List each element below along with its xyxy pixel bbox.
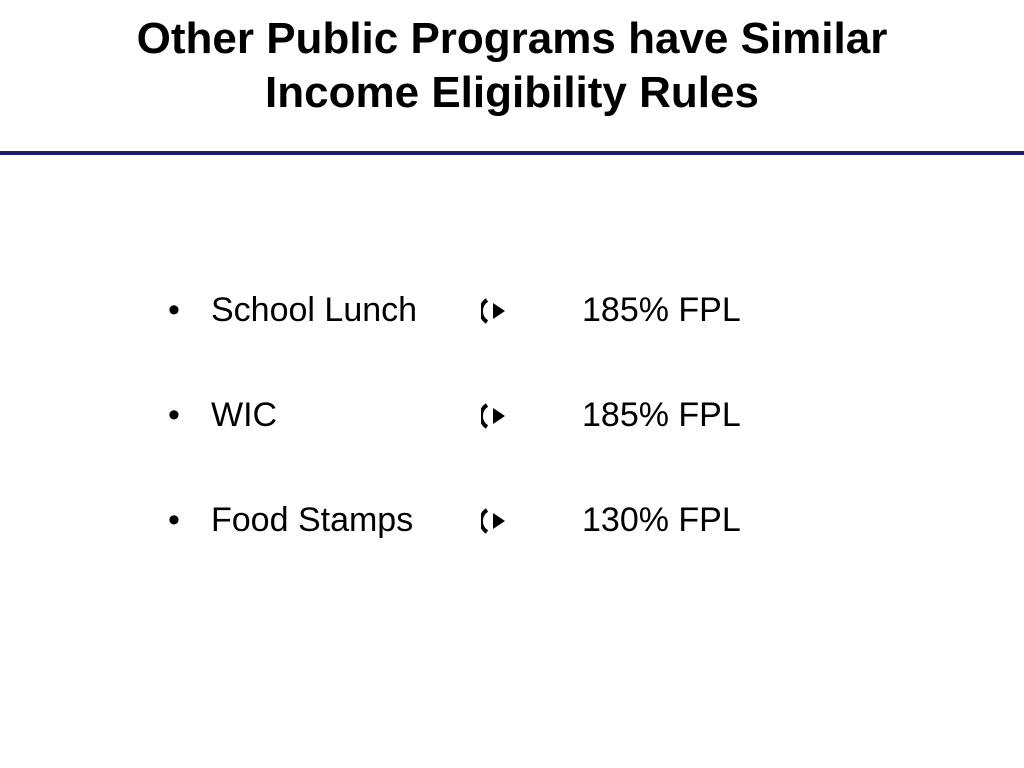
program-name: Food Stamps [211, 501, 414, 539]
fpl-threshold: 185% FPL [582, 291, 741, 329]
fpl-threshold: 185% FPL [582, 396, 741, 434]
program-name: School Lunch [211, 291, 418, 329]
title-line-1: Other Public Programs have Similar [136, 14, 888, 63]
bullet-marker: • [168, 501, 180, 539]
list-item-wic [168, 388, 868, 493]
list-item-food-stamps [168, 493, 868, 598]
slide-title [0, 12, 1024, 120]
fpl-threshold: 130% FPL [582, 501, 741, 539]
right-arrow-circle-icon [481, 296, 511, 326]
title-divider [0, 151, 1024, 155]
program-name: WIC [211, 396, 278, 434]
right-arrow-circle-icon [481, 401, 511, 431]
bullet-list [168, 283, 868, 598]
bullet-marker: • [168, 396, 180, 434]
right-arrow-circle-icon [481, 506, 511, 536]
list-item-school-lunch [168, 283, 868, 388]
title-line-2: Income Eligibility Rules [265, 68, 759, 117]
bullet-marker: • [168, 291, 180, 329]
